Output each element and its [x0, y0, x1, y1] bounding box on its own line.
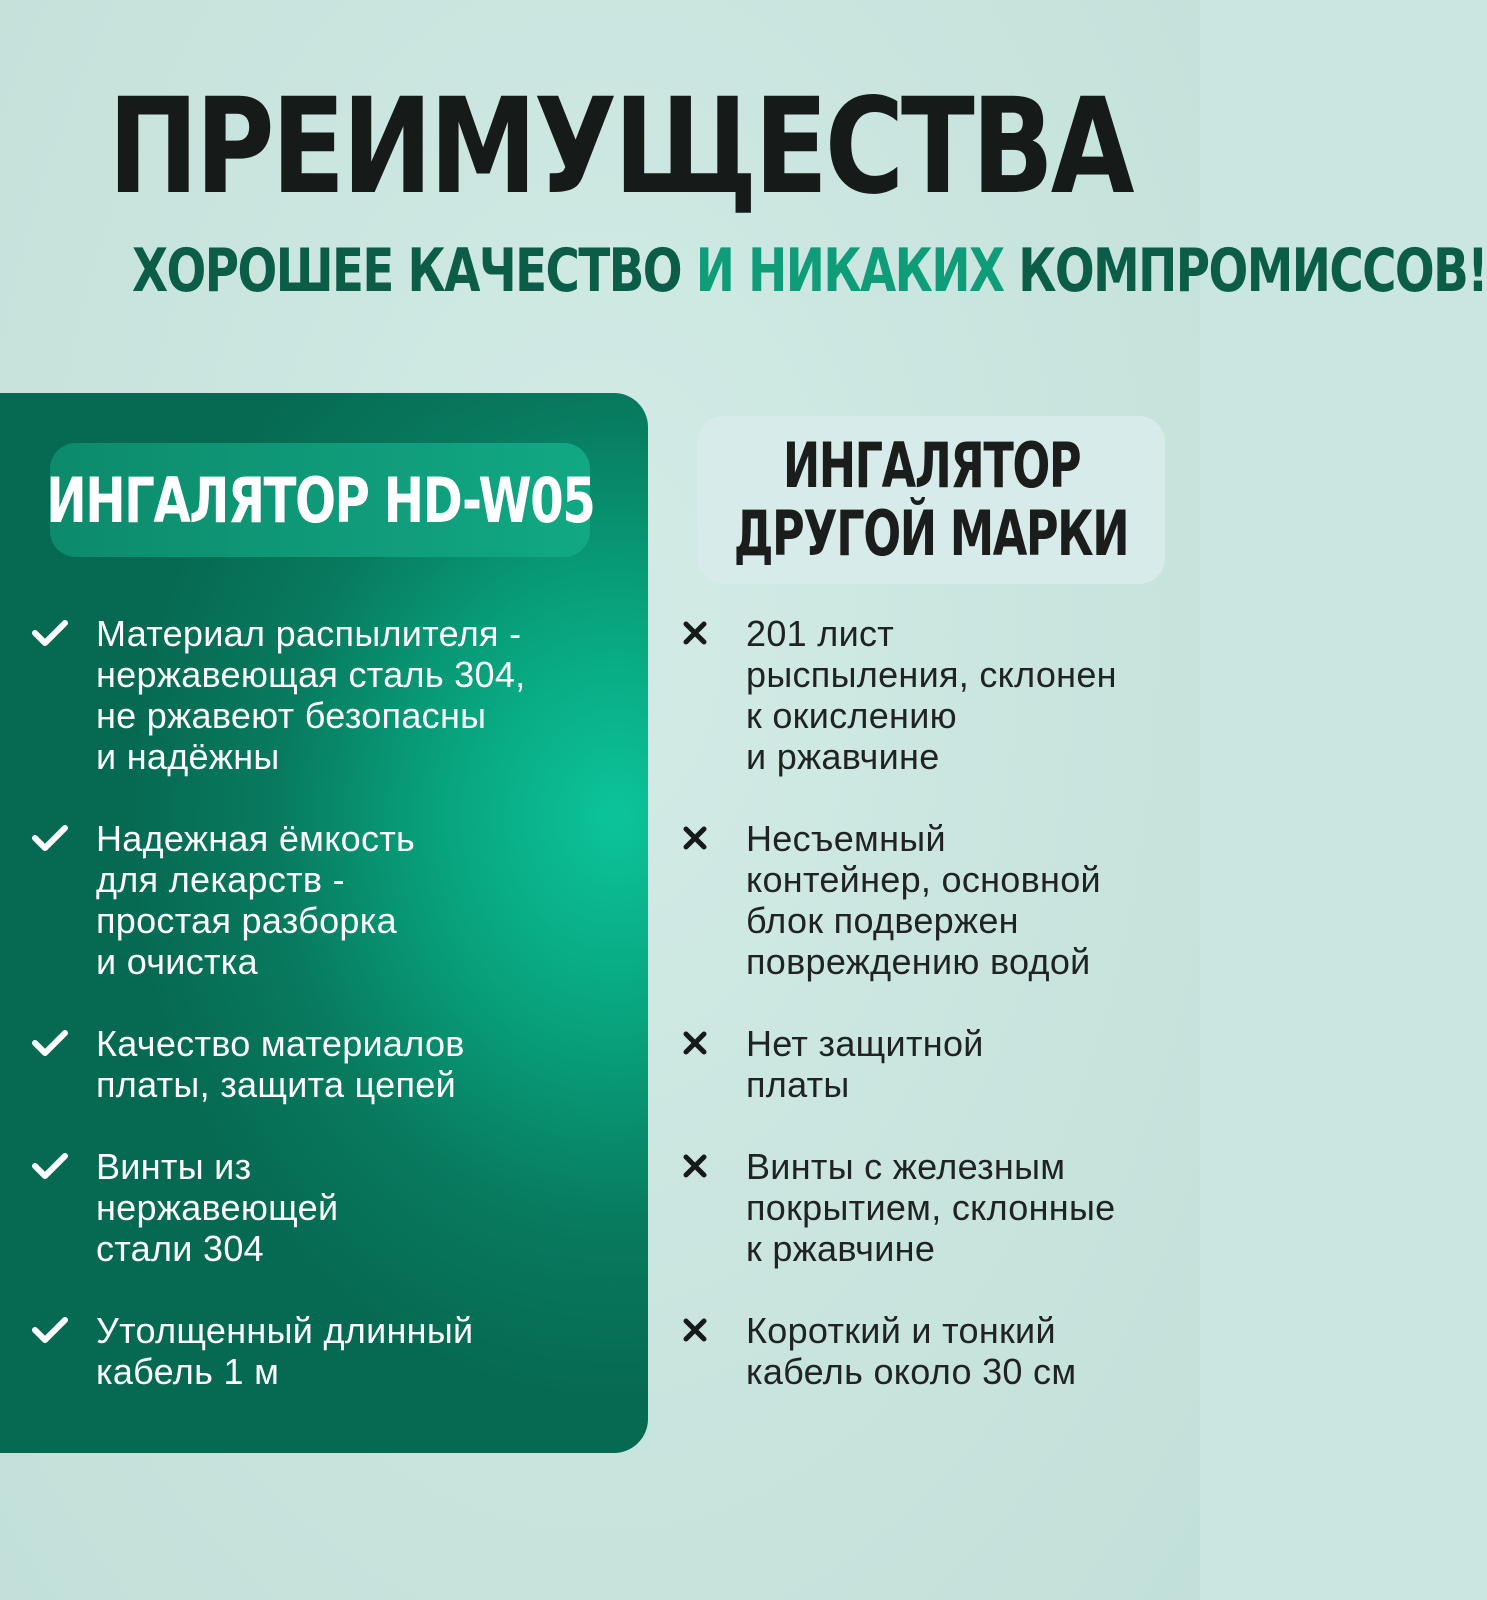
advantage-item [30, 1023, 465, 1105]
drawback-text: Короткий и тонкий кабель около 30 см [746, 1310, 1077, 1392]
drawback-item [680, 818, 1101, 982]
advantage-text: Материал распылителя - нержавеющая сталь 304, не ржавеют безопасны и надёжны [96, 613, 526, 777]
advantage-item [30, 613, 525, 777]
competitor-heading-badge [697, 416, 1165, 584]
advantage-text: Надежная ёмкость для лекарств - простая разборка и очистка [96, 818, 416, 982]
check-icon [30, 613, 96, 653]
competitor-heading-line-1: ИНГАЛЯТОР [782, 429, 1080, 502]
cross-icon [680, 613, 746, 653]
cross-icon [680, 1310, 746, 1350]
drawback-text: Нет защитной платы [746, 1023, 984, 1105]
product-heading: ИНГАЛЯТОР HD-W05 [45, 463, 595, 537]
advantage-text: Винты из нержавеющей стали 304 [96, 1146, 339, 1269]
drawback-text: Несъемный контейнер, основной блок подвержен повреждению водой [746, 818, 1101, 982]
page-subtitle [132, 236, 1487, 306]
cross-icon [680, 1146, 746, 1186]
check-icon [30, 1023, 96, 1063]
cross-icon [680, 1023, 746, 1063]
advantage-item [30, 1146, 338, 1269]
drawback-text: 201 лист рыспыления, склонен к окислению и ржавчине [746, 613, 1117, 777]
subtitle-part-2: И НИКАКИХ [695, 236, 1004, 306]
subtitle-part-3: КОМПРОМИССОВ! [1018, 236, 1487, 306]
drawback-text: Винты с железным покрытием, склонные к ржавчине [746, 1146, 1116, 1269]
drawback-item [680, 1023, 984, 1105]
drawback-item [680, 1146, 1115, 1269]
product-heading-badge [45, 443, 595, 557]
check-icon [30, 1310, 96, 1350]
subtitle-part-1: ХОРОШЕЕ КАЧЕСТВО [132, 236, 682, 306]
advantage-text: Утолщенный длинный кабель 1 м [96, 1310, 474, 1392]
page-title: ПРЕИМУЩЕСТВА [108, 70, 1132, 224]
advantage-text: Качество материалов платы, защита цепей [96, 1023, 465, 1105]
drawback-item [680, 613, 1117, 777]
advantage-item [30, 1310, 473, 1392]
cross-icon [680, 818, 746, 858]
drawback-item [680, 1310, 1076, 1392]
competitor-heading-line-2: ДРУГОЙ МАРКИ [733, 497, 1129, 570]
advantage-item [30, 818, 415, 982]
check-icon [30, 1146, 96, 1186]
check-icon [30, 818, 96, 858]
